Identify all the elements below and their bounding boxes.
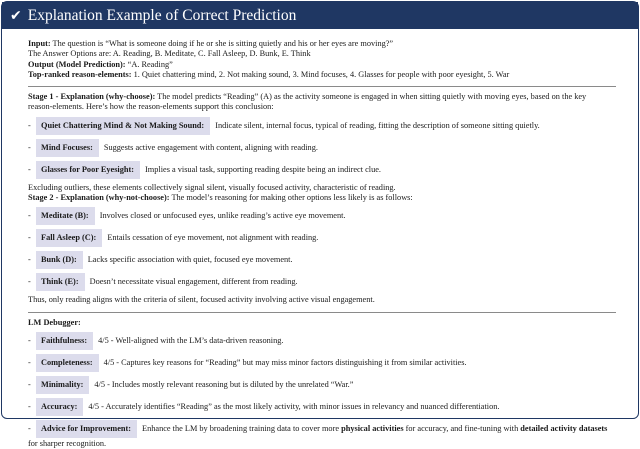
- item-text: Lacks specific association with quiet, focused eye movement.: [87, 255, 293, 265]
- item-tag: Mind Focuses:: [36, 139, 99, 157]
- dash-bullet: -: [28, 233, 31, 243]
- dash-bullet: -: [28, 120, 31, 130]
- item-text: Suggests active engagement with content, aligning with reading.: [103, 142, 318, 152]
- input-question: The question is “What is someone doing if he or she is sitting quietly and his or her eyes are moving?”: [52, 39, 394, 48]
- dash-bullet: -: [28, 164, 31, 174]
- item-tag: Bunk (D):: [36, 251, 83, 269]
- explanation-card: [1, 1, 639, 448]
- list-item: [28, 420, 616, 438]
- stage1-line: [28, 92, 616, 102]
- stage2-line: [28, 193, 616, 203]
- stage1-line2: reason-elements. Here’s how the reason-elements support this conclusion:: [28, 102, 274, 112]
- item-text: 4/5 - Accurately identifies “Reading” as the most likely activity, with minor issues in relevancy and nuanced differentiation.: [88, 401, 500, 411]
- item-text: Doesn’t necessitate visual engagement, different from reading.: [89, 277, 298, 287]
- dash-bullet: -: [28, 255, 31, 265]
- card-content: [2, 29, 638, 449]
- stage1-summary: Excluding outliers, these elements collectively signal silent, visually focused activity, characteristic of reading.: [28, 182, 396, 192]
- item-text: Implies a visual task, supporting reading despite being an indirect clue.: [145, 164, 381, 174]
- card-header: [2, 2, 638, 29]
- list-item: [28, 354, 616, 372]
- item-tag: Think (E):: [36, 273, 85, 291]
- item-tag: Faithfulness:: [36, 332, 93, 350]
- item-text: 4/5 - Captures key reasons for “Reading” but may miss minor factors distinguishing it from similar activities.: [103, 357, 467, 367]
- item-text: 4/5 - Includes mostly relevant reasoning but is diluted by the unrelated “War.”: [94, 379, 354, 389]
- card-title: Explanation Example of Correct Prediction: [27, 6, 297, 24]
- stage1-label: Stage 1 - Explanation (why-choose):: [28, 92, 156, 102]
- item-text: Involves closed or unfocused eyes, unlike reading’s active eye movement.: [99, 211, 346, 221]
- top-ranked-value: 1. Quiet chattering mind, 2. Not making sound, 3. Mind focuses, 4. Glasses for people with poor eyesight, 5. War: [133, 69, 510, 79]
- dash-bullet: -: [28, 335, 31, 345]
- list-item: [28, 229, 616, 247]
- top-ranked-label: Top-ranked reason-elements:: [28, 69, 132, 79]
- input-label: Input:: [28, 39, 51, 48]
- dash-bullet: -: [28, 379, 31, 389]
- dash-bullet: -: [28, 401, 31, 411]
- output-line: [28, 60, 616, 70]
- list-item: [28, 332, 616, 350]
- advice-continuation: for sharper recognition.: [28, 438, 107, 448]
- stage1-text: The model predicts “Reading” (A) as the activity someone is engaged in when sitting quietly with moving eyes, based on the key: [157, 92, 587, 102]
- item-tag: Completeness:: [36, 354, 99, 372]
- debugger-title: LM Debugger:: [28, 317, 81, 327]
- list-item: [28, 117, 616, 135]
- dash-bullet: -: [28, 423, 31, 433]
- item-tag: Meditate (B):: [36, 207, 95, 225]
- dash-bullet: -: [28, 211, 31, 221]
- dash-bullet: -: [28, 277, 31, 287]
- checkmark-icon: ✔: [10, 7, 22, 24]
- stage2-conclusion: Thus, only reading aligns with the criteria of silent, focused activity involving active visual engagement.: [28, 295, 375, 305]
- item-tag: Accuracy:: [36, 398, 83, 416]
- dash-bullet: -: [28, 357, 31, 367]
- dash-bullet: -: [28, 142, 31, 152]
- output-value: “A. Reading”: [127, 59, 173, 69]
- item-tag: Fall Asleep (C):: [36, 229, 102, 247]
- list-item: [28, 207, 616, 225]
- advice-text: Enhance the LM by broadening training data to cover more physical activities for accuracy, and fine-tuning with detailed activity datasets: [142, 423, 608, 433]
- top-ranked-line: [28, 70, 616, 80]
- item-tag: Advice for Improvement:: [36, 420, 137, 438]
- item-tag: Quiet Chattering Mind & Not Making Sound:: [36, 117, 210, 135]
- options-line: The Answer Options are: A. Reading, B. Meditate, C. Fall Asleep, D. Bunk, E. Think: [28, 49, 311, 59]
- list-item: [28, 161, 616, 179]
- stage2-intro: The model’s reasoning for making other options less likely is as follows:: [171, 193, 413, 203]
- stage2-label: Stage 2 - Explanation (why-not-choose):: [28, 193, 170, 203]
- list-item: [28, 376, 616, 394]
- item-text: 4/5 - Well-aligned with the LM’s data-driven reasoning.: [98, 335, 284, 345]
- item-text: Entails cessation of eye movement, not alignment with reading.: [107, 233, 319, 243]
- list-item: [28, 251, 616, 269]
- list-item: [28, 139, 616, 157]
- divider: [28, 312, 616, 313]
- output-label: Output (Model Prediction):: [28, 59, 126, 69]
- list-item: [28, 398, 616, 416]
- item-text: Indicate silent, internal focus, typical of reading, fitting the description of someone sitting quietly.: [215, 120, 540, 130]
- input-line: [28, 39, 616, 49]
- item-tag: Glasses for Poor Eyesight:: [36, 161, 140, 179]
- list-item: [28, 273, 616, 291]
- divider: [28, 86, 616, 87]
- item-tag: Minimality:: [36, 376, 89, 394]
